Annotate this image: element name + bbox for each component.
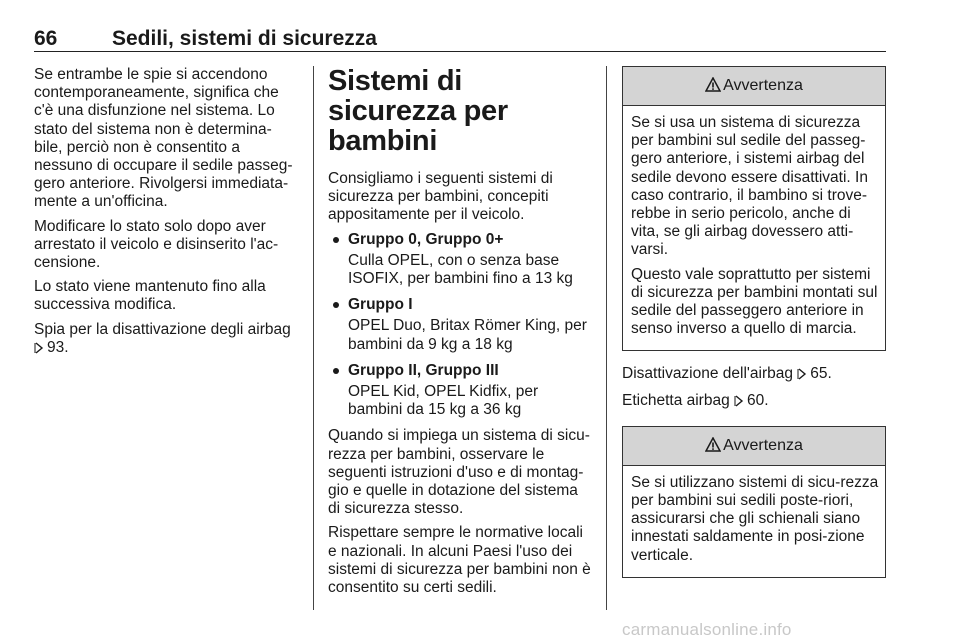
warning-heading: Avvertenza	[623, 427, 885, 466]
list-item-desc: OPEL Kid, OPEL Kidfix, per bambini da 15 kg a 36 kg	[348, 383, 539, 419]
warning-triangle-icon	[705, 70, 721, 108]
list-item-title: Gruppo 0, Gruppo 0+	[348, 230, 504, 248]
list-item	[328, 231, 594, 289]
paragraph: Lo stato viene mantenuto fino alla successiva modifica.	[34, 278, 266, 314]
column-left	[34, 66, 300, 365]
column-right	[622, 66, 886, 592]
reference-arrow-icon	[34, 341, 44, 359]
list-item-desc: OPEL Duo, Britax Römer King, per bambini da 9 kg a 18 kg	[348, 317, 587, 353]
paragraph: Modificare lo stato solo dopo aver arrestato il veicolo e disinserito l'ac-censione.	[34, 217, 279, 272]
chapter-title: Sedili, sistemi di sicurezza	[112, 27, 377, 50]
list-item	[328, 362, 594, 420]
column-middle	[328, 66, 594, 603]
page-header	[34, 27, 886, 52]
list-item-desc: Culla OPEL, con o senza base ISOFIX, per bambini fino a 13 kg	[348, 251, 573, 288]
cross-reference[interactable]: Disattivazione dell'airbag 65.	[622, 365, 886, 385]
paragraph: Se si utilizzano sistemi di sicu-rezza per bambini sui sedili poste-riori, assicurarsi che gli schienali siano innestati saldamente in posi-zione verticale.	[631, 473, 879, 564]
list-item	[328, 296, 594, 354]
column-divider	[606, 66, 607, 610]
paragraph: Consigliamo i seguenti sistemi di sicurezza per bambini, concepiti appositamente per il veicolo.	[328, 170, 553, 224]
watermark: carmanualsonline.info	[622, 620, 792, 639]
reference-arrow-icon	[797, 367, 807, 385]
paragraph: Rispettare sempre le normative locali e nazionali. In alcuni Paesi l'uso dei sistemi di sicurezza per bambini non è consentito su certi sedili.	[328, 524, 591, 597]
warning-triangle-icon	[705, 430, 721, 468]
paragraph: Questo vale soprattutto per sistemi di sicurezza per bambini montati sul sedile del passeggero anteriore in senso inverso a quello di marcia.	[631, 265, 878, 338]
column-divider	[313, 66, 314, 610]
warning-body	[623, 106, 885, 350]
paragraph: Quando si impiega un sistema di sicu-rezza per bambini, osservare le seguenti istruzioni d'uso e di montag-gio e quelle in dotazione del sistema di sicurezza stesso.	[328, 427, 590, 518]
cross-reference[interactable]: Spia per la disattivazione degli airbag 93.	[34, 321, 300, 359]
warning-box	[622, 66, 886, 351]
section-title: Sistemi di sicurezza per bambini	[328, 65, 508, 157]
paragraph: Se si usa un sistema di sicurezza per bambini sul sedile del passeg-gero anteriore, i sistemi airbag del sedile devono essere disattivati. In caso contrario, il bambino si trove-rebbe in serio pericolo, anche di vita, se gli airbag dovessero atti-varsi.	[631, 114, 868, 259]
warning-box	[622, 426, 886, 578]
warning-heading: Avvertenza	[623, 67, 885, 106]
paragraph: Se entrambe le spie si accendono contemporaneamente, significa che c'è una disfunzione nel sistema. Lo stato del sistema non è determina-bile, perciò non è consentito a nessuno di occupare il sedile passeg-gero anteriore. Rivolgersi immediata-mente a un'officina.	[34, 66, 293, 211]
reference-arrow-icon	[734, 394, 744, 412]
list-item-title: Gruppo I	[348, 296, 413, 314]
page-number: 66	[34, 27, 58, 50]
warning-body	[623, 466, 885, 577]
cross-reference[interactable]: Etichetta airbag 60.	[622, 392, 886, 412]
list-item-title: Gruppo II, Gruppo III	[348, 361, 499, 379]
bullet-list	[328, 231, 594, 420]
